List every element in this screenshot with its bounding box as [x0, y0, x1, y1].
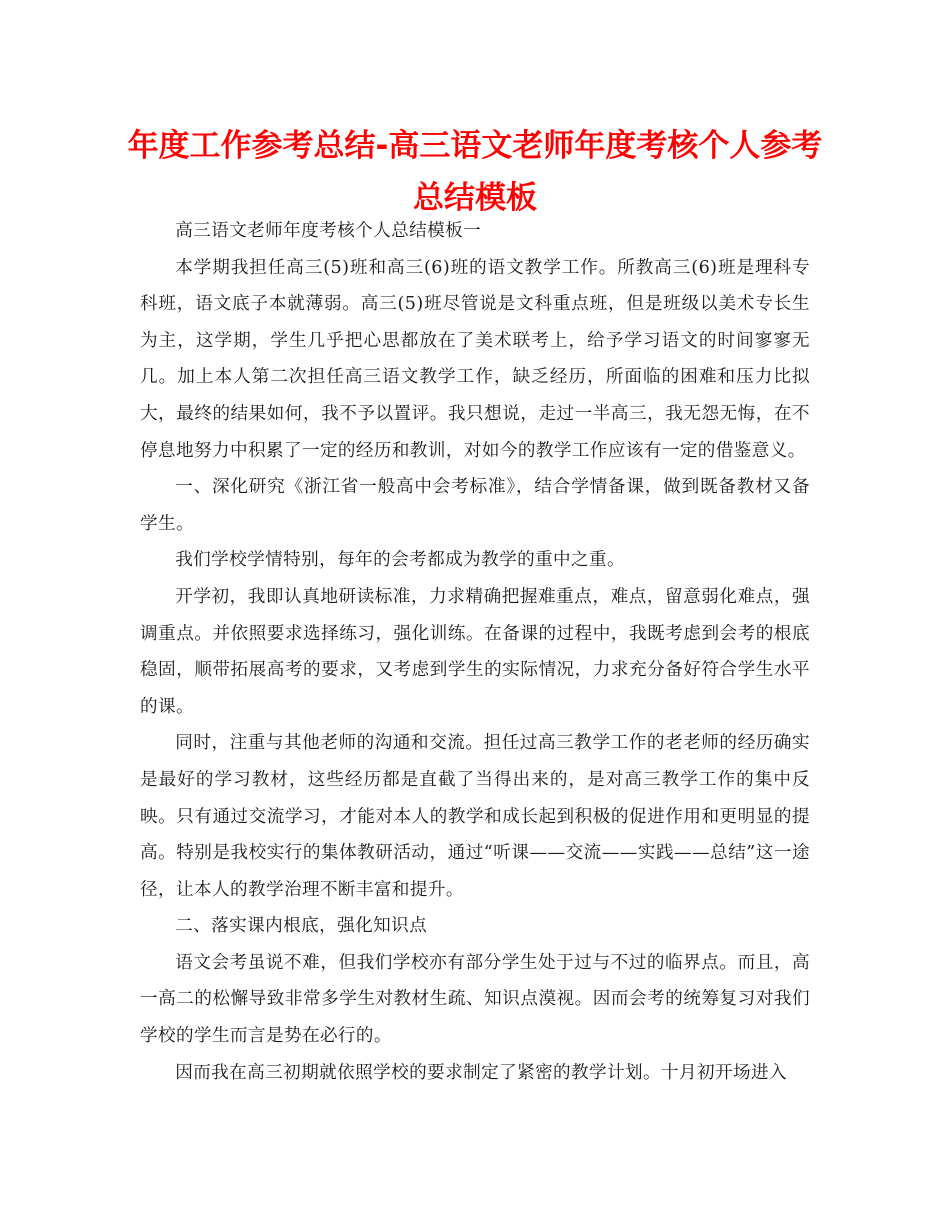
- document-title: 年度工作参考总结-高三语文老师年度考核个人参考总结模板: [127, 128, 823, 216]
- paragraph: 同时，注重与其他老师的沟通和交流。担任过高三教学工作的老老师的经历确实是最好的学习教材，这些经历都是直截了当得出来的，是对高三教学工作的集中反映。只有通过交流学习，才能对本人的教学和成长起到积极的促进作用和更明显的提高。特别是我校实行的集体教研活动，通过“听课——交流——实践——总结”这一途径，让本人的教学治理不断丰富和提升。: [140, 733, 810, 900]
- section-heading: 二、落实课内根底，强化知识点: [175, 916, 428, 937]
- paragraph: 语文会考虽说不难，但我们学校亦有部分学生处于过与不过的临界点。而且，高一高二的松懈导致非常多学生对教材生疏、知识点漠视。因而会考的统筹复习对我们学校的学生而言是势在必行的。: [140, 952, 810, 1047]
- paragraph-subtitle: 高三语文老师年度考核个人总结模板一: [175, 221, 482, 241]
- document-body: [140, 213, 810, 1091]
- paragraph: 开学初，我即认真地研读标准，力求精确把握难重点，难点，留意弱化难点，强调重点。并依照要求选择练习，强化训练。在备课的过程中，我既考虑到会考的根底稳固，顺带拓展高考的要求，又考虑到学生的实际情况，力求充分备好符合学生水平的课。: [140, 586, 810, 717]
- paragraph: 我们学校学情特别，每年的会考都成为教学的重中之重。: [175, 550, 626, 571]
- paragraph: 本学期我担任高三(5)班和高三(6)班的语文教学工作。所教高三(6)班是理科专科班，语文底子本就薄弱。高三(5)班尽管说是文科重点班，但是班级以美术专长生为主，这学期，学生几乎把心思都放在了美术联考上，给予学习语文的时间寥寥无几。加上本人第二次担任高三语文教学工作，缺乏经历，所面临的困难和压力比拟大，最终的结果如何，我不予以置评。我只想说，走过一半高三，我无怨无悔，在不停息地努力中积累了一定的经历和教训，对如今的教学工作应该有一定的借鉴意义。: [140, 257, 810, 461]
- paragraph: 因而我在高三初期就依照学校的要求制定了紧密的教学计划。十月初开场进入: [175, 1062, 787, 1083]
- section-heading: 一、深化研究《浙江省一般高中会考标准》，结合学情备课，做到既备教材又备学生。: [140, 477, 810, 534]
